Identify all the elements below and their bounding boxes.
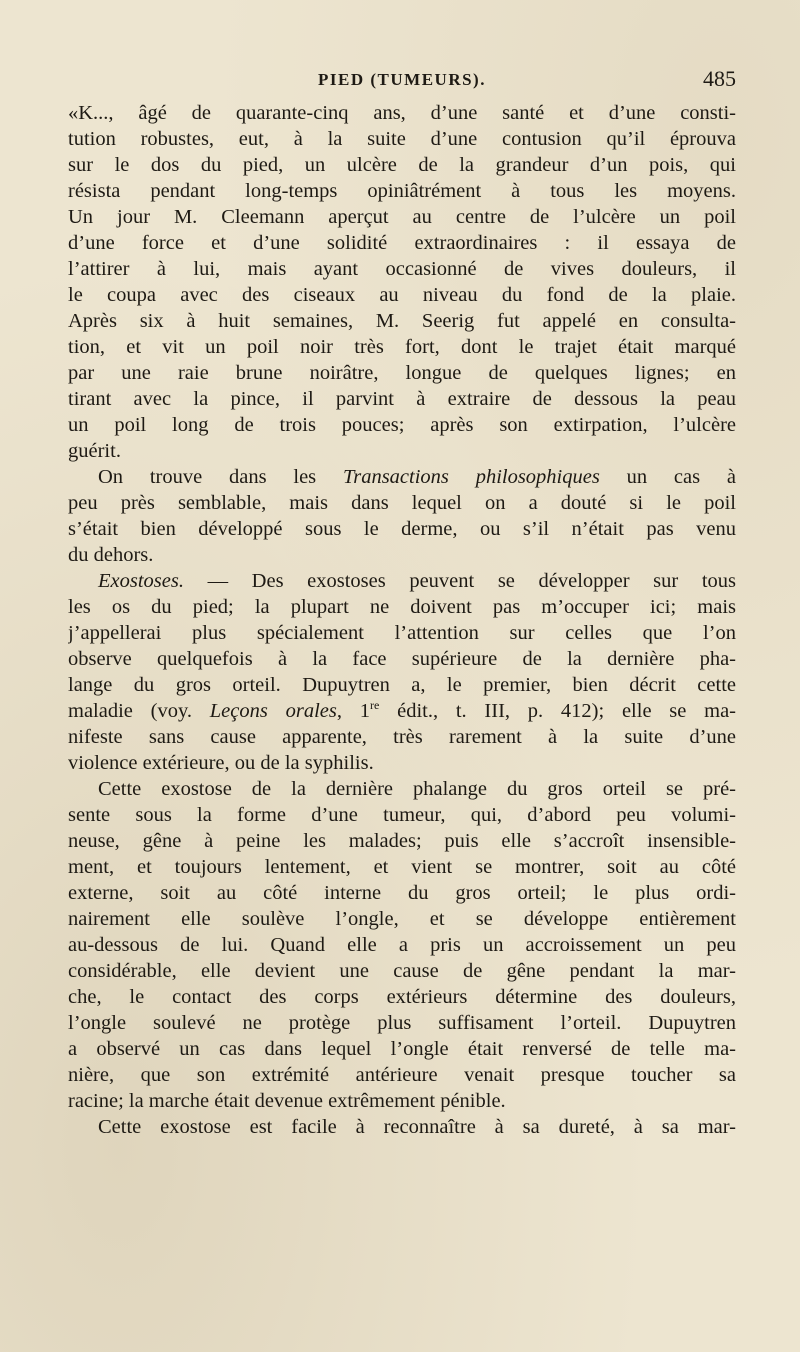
text-line: nifeste sans cause apparente, très rarement à la suite d’une (68, 726, 736, 748)
text-segment: un cas à (599, 466, 736, 488)
text-line: observe quelquefois à la face supérieure de la dernière pha- (68, 648, 736, 670)
page-header (68, 64, 736, 96)
text-line: ment, et toujours lentement, et vient se montrer, soit au côté (68, 856, 736, 878)
text-line: au-dessous de lui. Quand elle a pris un accroissement un peu (68, 934, 736, 956)
text-line: Cette exostose de la dernière phalange du gros orteil se pré- (98, 778, 736, 800)
text-segment: , 1 (336, 700, 371, 722)
text-line: Cette exostose est facile à reconnaître à sa dureté, à sa mar- (98, 1116, 736, 1138)
italic-title: Transactions philosophiques (342, 466, 600, 488)
section-heading: Exostoses. (98, 570, 184, 592)
text-line: résista pendant long-temps opiniâtrément à tous les moyens. (68, 180, 736, 202)
text-line: lange du gros orteil. Dupuytren a, le premier, bien décrit cette (68, 674, 736, 696)
text-line: nairement elle soulève l’ongle, et se développe entièrement (68, 908, 736, 930)
text-line: par une raie brune noirâtre, longue de quelques lignes; en (68, 362, 736, 384)
text-line: les os du pied; la plupart ne doivent pas m’occuper ici; mais (68, 596, 736, 618)
superscript: re (370, 698, 380, 713)
text-line (68, 698, 736, 724)
text-line (68, 464, 736, 490)
text-line: Après six à huit semaines, M. Seerig fut appelé en consulta- (68, 310, 736, 332)
text-line: l’ongle soulevé ne protège plus suffisament l’orteil. Dupuytren (68, 1012, 736, 1034)
text-segment: — Des exostoses peuvent se développer sur tous (183, 570, 736, 592)
text-line: du dehors. (68, 544, 154, 566)
text-line: «K..., âgé de quarante-cinq ans, d’une santé et d’une consti- (68, 102, 736, 124)
text-line: externe, soit au côté interne du gros orteil; le plus ordi- (68, 882, 736, 904)
body-text (68, 100, 736, 1140)
text-line: guérit. (68, 440, 121, 462)
text-line: tion, et vit un poil noir très fort, dont le trajet était marqué (68, 336, 736, 358)
running-title: PIED (TUMEURS). (318, 70, 486, 89)
text-line: che, le contact des corps extérieurs détermine des douleurs, (68, 986, 736, 1008)
text-line: tirant avec la pince, il parvint à extraire de dessous la peau (68, 388, 736, 410)
text-line: l’attirer à lui, mais ayant occasionné de vives douleurs, il (68, 258, 736, 280)
text-segment: édit., t. III, p. 412); elle se ma- (379, 700, 736, 722)
page-number: 485 (703, 66, 736, 91)
text-line: Un jour M. Cleemann aperçut au centre de l’ulcère un poil (68, 206, 736, 228)
text-line: s’était bien développé sous le derme, ou s’il n’était pas venu (68, 518, 736, 540)
text-line: nière, que son extrémité antérieure venait presque toucher sa (68, 1064, 736, 1086)
text-line: sente sous la forme d’une tumeur, qui, d’abord peu volumi- (68, 804, 736, 826)
text-line: d’une force et d’une solidité extraordinaires : il essaya de (68, 232, 736, 254)
text-line: tution robustes, eut, à la suite d’une contusion qu’il éprouva (68, 128, 736, 150)
text-line: considérable, elle devient une cause de gêne pendant la mar- (68, 960, 736, 982)
text-line: racine; la marche était devenue extrêmement pénible. (68, 1090, 506, 1112)
text-line: neuse, gêne à peine les malades; puis elle s’accroît insensible- (68, 830, 736, 852)
text-line: violence extérieure, ou de la syphilis. (68, 752, 374, 774)
text-line: sur le dos du pied, un ulcère de la grandeur d’un pois, qui (68, 154, 736, 176)
text-segment: maladie (voy. (68, 700, 210, 722)
text-line: peu près semblable, mais dans lequel on a douté si le poil (68, 492, 736, 514)
text-line: le coupa avec des ciseaux au niveau du fond de la plaie. (68, 284, 736, 306)
text-segment: On trouve dans les (98, 466, 343, 488)
text-line (68, 568, 736, 594)
italic-title: Leçons orales (209, 700, 337, 722)
text-line: a observé un cas dans lequel l’ongle était renversé de telle ma- (68, 1038, 736, 1060)
text-line: un poil long de trois pouces; après son extirpation, l’ulcère (68, 414, 736, 436)
text-line: j’appellerai plus spécialement l’attention sur celles que l’on (68, 622, 736, 644)
